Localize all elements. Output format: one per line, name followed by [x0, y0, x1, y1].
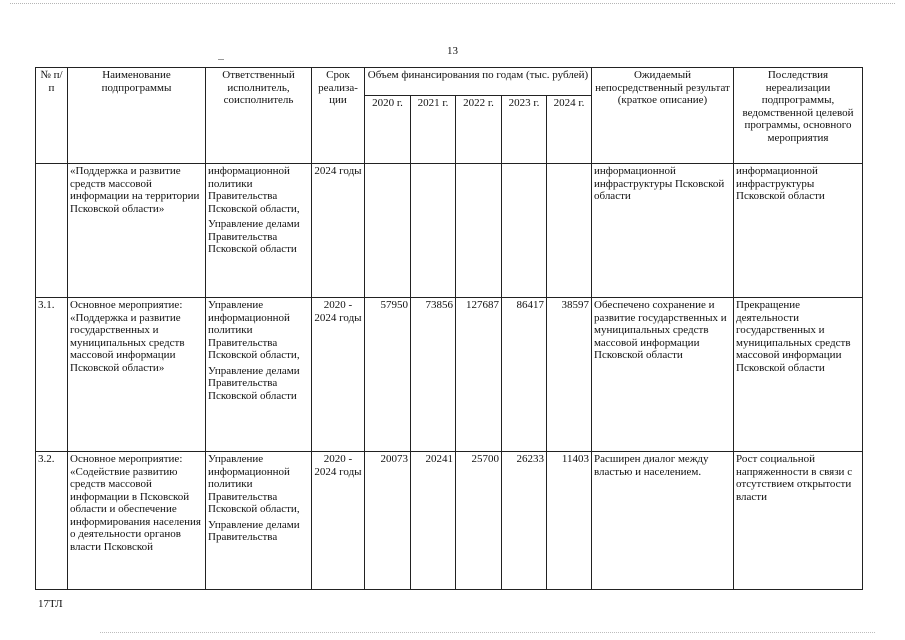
- header-executor: Ответственный исполнитель, соисполнитель: [206, 68, 312, 164]
- page-number: 13: [447, 45, 458, 57]
- row-value: [456, 164, 502, 298]
- row-value: [411, 164, 456, 298]
- row-executor-2: Управление делами Правительства Псковской области: [208, 364, 300, 402]
- row-consequences: информационной инфраструктуры Псковской области: [734, 164, 863, 298]
- header-result: Ожидаемый непосредственный результат (краткое описание): [592, 68, 734, 164]
- row-num: [36, 164, 68, 298]
- scan-mark: [218, 59, 224, 60]
- document-code: 17ТЛ: [38, 598, 63, 610]
- row-value: [365, 164, 411, 298]
- header-funding: Объем финансирования по годам (тыс. рублей): [365, 68, 592, 96]
- row-term: 2020 - 2024 годы: [312, 452, 365, 590]
- header-year: 2023 г.: [502, 96, 547, 164]
- row-value: 20073: [365, 452, 411, 590]
- row-executor: [206, 452, 312, 590]
- header-consequences: Последствия нереализации подпрограммы, ведомственной целевой программы, основного мероприятия: [734, 68, 863, 164]
- row-value: [547, 164, 592, 298]
- row-name: Основное мероприятие: «Содействие развитию средств массовой информации в Псковской области и обеспечение информирования населения о деятельности органов власти Псковской: [68, 452, 206, 590]
- row-name: Основное мероприятие: «Поддержка и развитие государственных и муниципальных средств массовой информации Псковской области»: [68, 298, 206, 452]
- row-executor-2: Управление делами Правительства Псковской области: [208, 218, 300, 255]
- row-value: [502, 164, 547, 298]
- row-value: 11403: [547, 452, 592, 590]
- row-value: 57950: [365, 298, 411, 452]
- scan-artifact-bottom: [100, 632, 875, 633]
- row-value: 73856: [411, 298, 456, 452]
- row-term: 2024 годы: [312, 164, 365, 298]
- row-executor: [206, 164, 312, 298]
- table-row: [36, 298, 863, 452]
- row-num: 3.1.: [36, 298, 68, 452]
- table-row: [36, 164, 863, 298]
- row-value: 26233: [502, 452, 547, 590]
- row-consequences: Прекращение деятельности государственных и муниципальных средств массовой информации Псковской области: [734, 298, 863, 452]
- header-year: 2020 г.: [365, 96, 411, 164]
- header-name: Наименование подпрограммы: [68, 68, 206, 164]
- header-year: 2022 г.: [456, 96, 502, 164]
- row-executor: [206, 298, 312, 452]
- row-term: 2020 - 2024 годы: [312, 298, 365, 452]
- row-executor-1: Управление информационной политики Правительства Псковской области,: [208, 299, 300, 361]
- header-num: № п/п: [36, 68, 68, 164]
- row-result: информационной инфраструктуры Псковской области: [592, 164, 734, 298]
- row-result: Обеспечено сохранение и развитие государственных и муниципальных средств массовой информации Псковской области: [592, 298, 734, 452]
- row-value: 25700: [456, 452, 502, 590]
- header-row: [36, 68, 863, 96]
- header-year: 2021 г.: [411, 96, 456, 164]
- row-name: «Поддержка и развитие средств массовой информации на территории Псковской области»: [68, 164, 206, 298]
- row-value: 127687: [456, 298, 502, 452]
- header-year: 2024 г.: [547, 96, 592, 164]
- row-value: 86417: [502, 298, 547, 452]
- table-row: [36, 452, 863, 590]
- row-value: 38597: [547, 298, 592, 452]
- program-table: [35, 67, 863, 590]
- row-executor-1: информационной политики Правительства Псковской области,: [208, 165, 300, 215]
- row-result: Расширен диалог между властью и населением.: [592, 452, 734, 590]
- row-executor-1: Управление информационной политики Правительства Псковской области,: [208, 453, 300, 515]
- row-executor-2: Управление делами Правительства: [208, 518, 300, 543]
- header-term: Срок реализа-ции: [312, 68, 365, 164]
- scan-artifact-top: [10, 3, 895, 4]
- row-num: 3.2.: [36, 452, 68, 590]
- row-consequences: Рост социальной напряженности в связи с отсутствием открытости власти: [734, 452, 863, 590]
- row-value: 20241: [411, 452, 456, 590]
